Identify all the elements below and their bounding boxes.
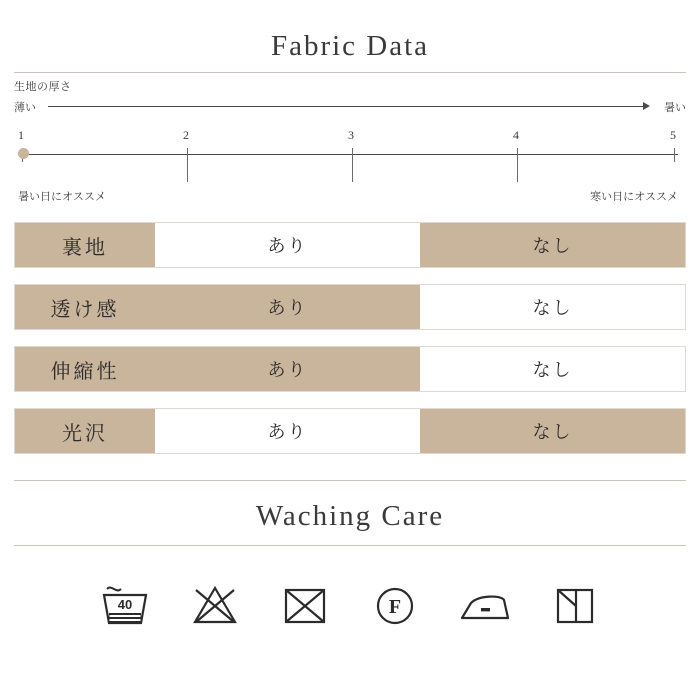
thickness-arrow-right-label: 暑い (664, 102, 686, 114)
attribute-option: なし (420, 285, 685, 329)
axis-tick-line (187, 148, 188, 182)
thickness-label: 生地の厚さ (14, 81, 72, 93)
attribute-option-selected: なし (420, 409, 685, 453)
axis-tick-label: 4 (513, 128, 519, 142)
attribute-option: あり (155, 223, 420, 267)
table-row (14, 284, 686, 330)
axis-tick-label: 3 (348, 128, 354, 142)
table-row (14, 346, 686, 392)
table-row (14, 222, 686, 268)
attribute-option-selected: あり (155, 285, 420, 329)
care-symbol-row (0, 578, 700, 632)
attribute-option-selected: なし (420, 223, 685, 267)
axis-tick-label: 5 (670, 128, 676, 142)
attribute-option: なし (420, 347, 685, 391)
thickness-scale (14, 78, 686, 203)
washing-care-title: Waching Care (255, 500, 445, 532)
thickness-foot-right: 寒い日にオススメ (590, 191, 678, 203)
divider-top (14, 72, 686, 73)
axis-line (18, 154, 678, 155)
attribute-name: 裏地 (15, 223, 155, 267)
divider-bottom (14, 545, 686, 546)
axis-tick-line (674, 148, 675, 162)
attribute-name: 透け感 (15, 285, 155, 329)
thickness-arrow-left-label: 薄い (14, 102, 36, 114)
attribute-option-selected: あり (155, 347, 420, 391)
attribute-option: あり (155, 409, 420, 453)
attribute-name: 伸縮性 (15, 347, 155, 391)
thickness-foot-left: 暑い日にオススメ (18, 191, 106, 203)
dry-clean-f-icon (367, 578, 423, 632)
table-row (14, 408, 686, 454)
drip-dry-hang-icon (547, 578, 603, 632)
svg-text:40: 40 (117, 597, 133, 612)
axis-tick-label: 1 (18, 128, 24, 142)
no-tumble-dry-icon (277, 578, 333, 632)
svg-text:F: F (388, 596, 402, 618)
divider-middle (14, 480, 686, 481)
thickness-arrow-line (48, 106, 648, 107)
attribute-table (14, 222, 686, 470)
axis-tick-line (352, 148, 353, 182)
thickness-value-marker (18, 148, 29, 159)
attribute-name: 光沢 (15, 409, 155, 453)
iron-low-icon (457, 578, 513, 632)
no-bleach-icon (187, 578, 243, 632)
thickness-arrow (14, 99, 686, 113)
wash-tub-40-icon (97, 578, 153, 632)
thickness-axis (18, 128, 678, 203)
thickness-arrow-head-icon (643, 102, 650, 110)
page-title: Fabric Data (270, 30, 430, 62)
axis-tick-line (517, 148, 518, 182)
axis-tick-label: 2 (183, 128, 189, 142)
